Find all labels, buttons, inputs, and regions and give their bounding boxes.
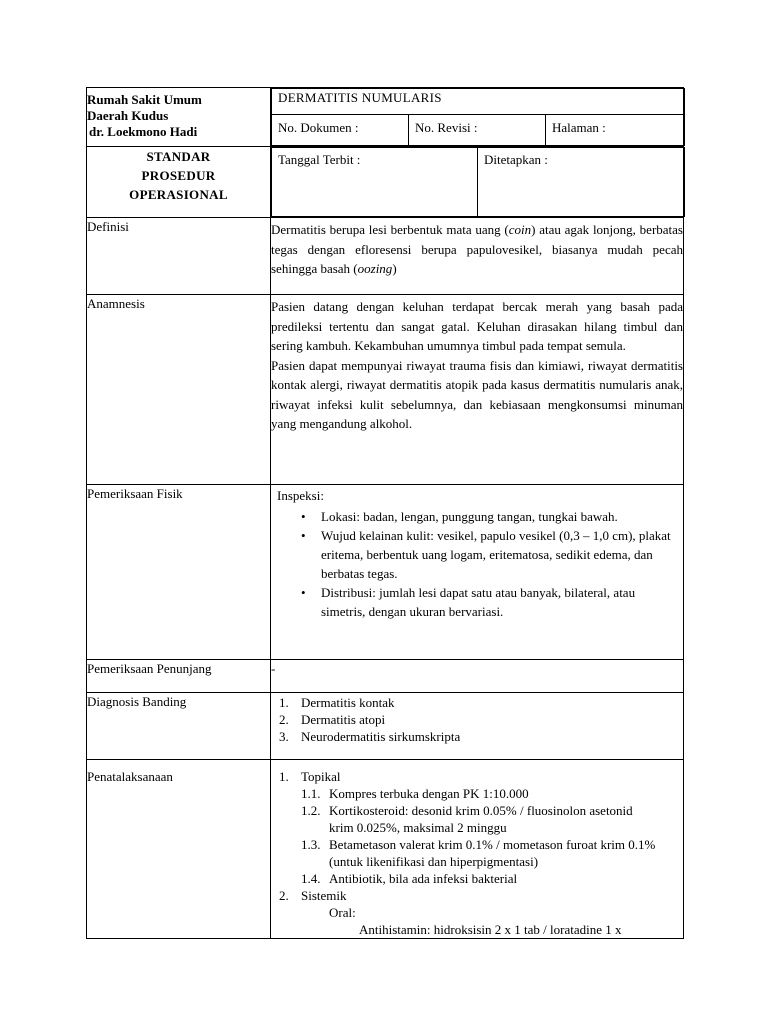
definisi-term-coin: coin	[508, 222, 532, 237]
list-number: 1.4.	[301, 871, 321, 886]
list-item-text: Lokasi: badan, lengan, punggung tangan, tungkai bawah.	[321, 509, 618, 524]
list-item-text: Dermatitis atopi	[301, 712, 386, 727]
list-item-text: Dermatitis kontak	[301, 695, 395, 710]
diagnosis-banding-content	[271, 693, 684, 760]
sop-title	[87, 147, 271, 218]
sop-title-line-3: OPERASIONAL	[129, 187, 228, 202]
pemeriksaan-fisik-content	[271, 485, 684, 660]
definisi-term-oozing: oozing	[357, 261, 393, 276]
anamnesis-paragraph-2: Pasien dapat mempunyai riwayat trauma fisis dan kimiawi, riwayat dermatitis kontak alergi, riwayat dermatitis atopik pada kasus dermatitis numularis anak, riwayat infeksi kulit sebelumnya, dan kebiasaan mengkonsumsi minuman yang mengandung alkohol.	[271, 357, 683, 431]
list-item-text: Kompres terbuka dengan PK 1:10.000	[329, 786, 529, 801]
list-item	[271, 711, 683, 728]
bullet-icon: •	[301, 585, 306, 600]
bullet-icon: •	[301, 528, 306, 543]
list-item	[271, 836, 683, 870]
list-number: 1.	[279, 695, 289, 710]
list-item-text: Kortikosteroid: desonid krim 0.05% / fluosinolon asetonid krim 0.025%, maksimal 2 minggu	[329, 803, 633, 835]
definisi-text-c: ) atau agak lonjong, berbatas tegas dengan efloresensi berupa papulovesikel, biasanya mudah pecah sehingga basah (	[271, 222, 683, 276]
list-item-text: Distribusi: jumlah lesi dapat satu atau banyak, bilateral, atau simetris, dengan ukuran bervariasi.	[321, 585, 636, 619]
list-item-text: Betametason valerat krim 0.1% / mometason furoat krim 0.1% (untuk likenifikasi dan hiperpigmentasi)	[329, 837, 656, 869]
oral-heading: Oral:	[329, 905, 356, 920]
list-item	[271, 802, 683, 836]
list-item-text: Sistemik	[301, 888, 347, 903]
list-number: 2.	[279, 712, 289, 727]
list-number: 3.	[279, 729, 289, 744]
bullet-icon: •	[301, 509, 306, 524]
anamnesis-text	[271, 295, 684, 485]
list-item-text: Topikal	[301, 769, 341, 784]
penatalaksanaan-content	[271, 760, 684, 939]
definisi-text-a: Dermatitis berupa lesi berbentuk mata uang (	[271, 222, 509, 237]
anamnesis-paragraph-1: Pasien datang dengan keluhan terdapat bercak merah yang basah pada predileksi tertentu dan sangat gatal. Keluhan dirasakan hilang timbul dan sering kambuh. Kekambuhan umumnya timbul pada tempat semula.	[271, 299, 683, 353]
list-item	[271, 507, 683, 526]
list-item-text: Wujud kelainan kulit: vesikel, papulo vesikel (0,3 – 1,0 cm), plakat eritema, berbentuk uang logam, eritematosa, sedikit edema, dan berbatas tegas.	[321, 528, 671, 581]
definisi-label: Definisi	[87, 218, 271, 295]
ditetapkan-label: Ditetapkan :	[478, 148, 685, 217]
list-number: 2.	[279, 888, 289, 903]
inspeksi-heading: Inspeksi:	[277, 488, 324, 503]
hospital-line-2: Daerah Kudus	[87, 108, 169, 123]
list-item	[271, 887, 683, 904]
sop-table	[86, 87, 684, 939]
pemeriksaan-fisik-label: Pemeriksaan Fisik	[87, 485, 271, 660]
pemeriksaan-penunjang-value: -	[271, 660, 684, 693]
list-item	[271, 768, 683, 785]
topikal-sublist	[271, 785, 683, 887]
document-title: DERMATITIS NUMULARIS	[272, 89, 685, 115]
issue-info	[271, 147, 685, 217]
penatalaksanaan-list	[271, 768, 683, 785]
list-item-text: Neurodermatitis sirkumskripta	[301, 729, 461, 744]
list-number: 1.1.	[301, 786, 321, 801]
halaman-label: Halaman :	[546, 115, 685, 146]
antihistamin-text: Antihistamin: hidroksisin 2 x 1 tab / loratadine 1 x	[359, 922, 622, 937]
list-item	[271, 728, 683, 745]
penatalaksanaan-list-2	[271, 887, 683, 904]
list-number: 1.2.	[301, 803, 321, 818]
hospital-line-1: Rumah Sakit Umum	[87, 92, 202, 107]
no-revisi-label: No. Revisi :	[409, 115, 546, 146]
list-item	[271, 870, 683, 887]
header-info	[271, 88, 685, 146]
list-item	[271, 526, 683, 583]
pemeriksaan-penunjang-label: Pemeriksaan Penunjang	[87, 660, 271, 693]
sop-title-line-1: STANDAR	[146, 149, 211, 164]
list-item	[271, 583, 683, 621]
definisi-text	[271, 218, 684, 295]
list-item-text: Antibiotik, bila ada infeksi bakterial	[329, 871, 518, 886]
inspeksi-list	[271, 507, 683, 621]
list-number: 1.3.	[301, 837, 321, 852]
list-item	[271, 694, 683, 711]
penatalaksanaan-label: Penatalaksanaan	[87, 760, 271, 939]
hospital-name	[87, 88, 271, 147]
hospital-line-3: dr. Loekmono Hadi	[89, 124, 198, 139]
definisi-text-e: )	[392, 261, 397, 276]
anamnesis-label: Anamnesis	[87, 295, 271, 485]
sop-title-line-2: PROSEDUR	[141, 168, 216, 183]
tanggal-terbit-label: Tanggal Terbit :	[272, 148, 478, 217]
diagnosis-banding-label: Diagnosis Banding	[87, 693, 271, 760]
list-number: 1.	[279, 769, 289, 784]
diagnosis-banding-list	[271, 694, 683, 745]
list-item	[271, 785, 683, 802]
no-dokumen-label: No. Dokumen :	[272, 115, 409, 146]
